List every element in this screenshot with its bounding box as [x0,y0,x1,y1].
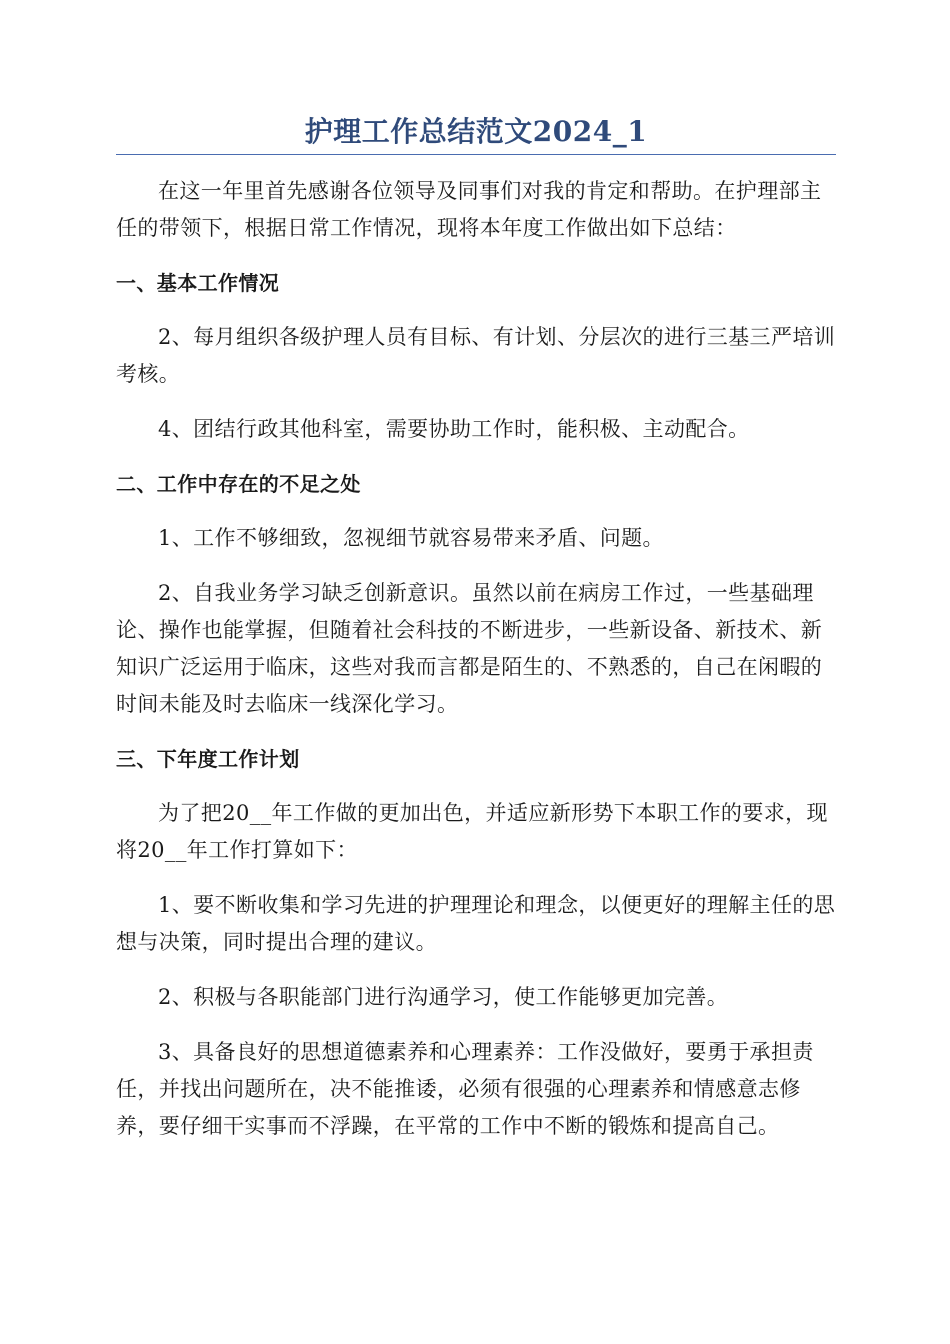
paragraph: 4、团结行政其他科室，需要协助工作时，能积极、主动配合。 [158,417,750,441]
paragraph: 3、具备良好的思想道德素养和心理素养：工作没做好，要勇于承担责任，并找出问题所在，决不能推诿，必须有很强的心理素养和情感意志修养，要仔细干实事而不浮躁，在平常的工作中不断的锻炼和提高自己。 [116,1040,814,1138]
document-page [116,112,836,1163]
paragraph: 2、自我业务学习缺乏创新意识。虽然以前在病房工作过，一些基础理论、操作也能掌握，但随着社会科技的不断进步，一些新设备、新技术、新知识广泛运用于临床，这些对我而言都是陌生的、不熟悉的，自己在闲暇的时间未能及时去临床一线深化学习。 [116,581,823,716]
paragraph: 1、工作不够细致，忽视细节就容易带来矛盾、问题。 [158,526,664,550]
document-title: 护理工作总结范文2024_1 [304,115,648,148]
section-heading-shortcomings: 二、工作中存在的不足之处 [116,472,361,496]
paragraph: 2、每月组织各级护理人员有目标、有计划、分层次的进行三基三严培训考核。 [116,325,836,386]
paragraph: 2、积极与各职能部门进行沟通学习，使工作能够更加完善。 [158,985,729,1009]
intro-paragraph: 在这一年里首先感谢各位领导及同事们对我的肯定和帮助。在护理部主任的带领下，根据日常工作情况，现将本年度工作做出如下总结： [116,179,822,240]
title-underline [116,154,836,155]
section-heading-next-year-plan: 三、下年度工作计划 [116,747,300,771]
paragraph: 为了把20__年工作做的更加出色，并适应新形势下本职工作的要求，现将20__年工作打算如下： [116,801,828,862]
section-heading-basic-work: 一、基本工作情况 [116,271,280,295]
paragraph: 1、要不断收集和学习先进的护理理论和理念，以便更好的理解主任的思想与决策，同时提出合理的建议。 [116,893,836,954]
